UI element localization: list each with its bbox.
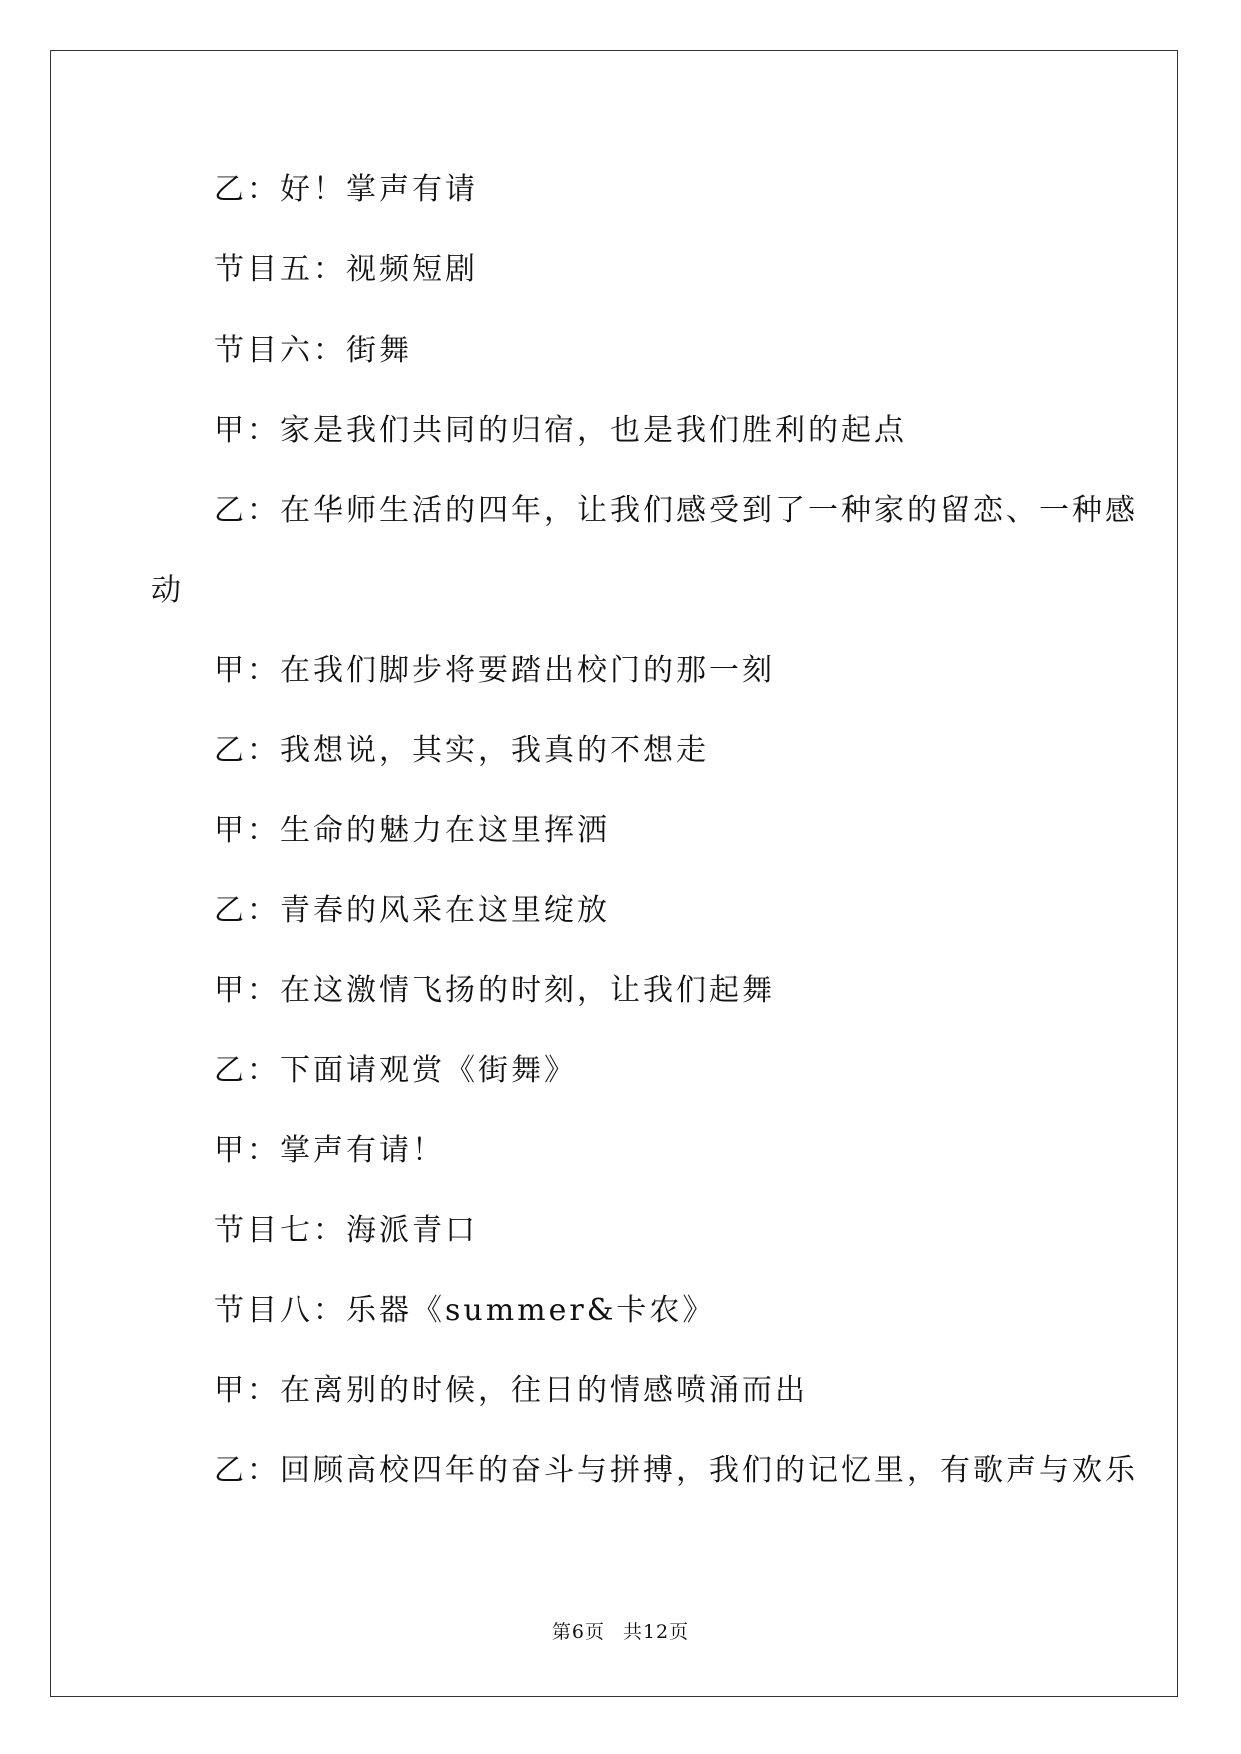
program-line: 节目七：海派青口 (214, 1213, 478, 1248)
dialogue-line: 甲：在这激情飞扬的时刻，让我们起舞 (214, 973, 775, 1008)
dialogue-line: 乙：青春的风采在这里绽放 (214, 893, 610, 928)
dialogue-line: 乙：回顾高校四年的奋斗与拼搏，我们的记忆里，有歌声与欢乐 (214, 1453, 1138, 1488)
dialogue-line: 乙：我想说，其实，我真的不想走 (214, 733, 709, 768)
dialogue-line: 甲：在离别的时候，往日的情感喷涌而出 (214, 1373, 808, 1408)
page-footer (0, 1620, 1241, 1644)
program-line: 节目六：街舞 (214, 333, 412, 368)
program-line: 节目五：视频短剧 (214, 252, 478, 287)
dialogue-line: 甲：掌声有请！ (214, 1133, 445, 1168)
page-number: 第6页 (551, 1621, 605, 1643)
page-border (50, 50, 1178, 1697)
dialogue-line: 甲：生命的魅力在这里挥洒 (214, 813, 610, 848)
dialogue-line: 乙：好！掌声有请 (214, 172, 478, 207)
dialogue-line: 乙：下面请观赏《街舞》 (214, 1053, 577, 1088)
dialogue-line: 甲：家是我们共同的归宿，也是我们胜利的起点 (214, 413, 907, 448)
dialogue-line-continuation: 动 (151, 573, 184, 608)
dialogue-line: 乙：在华师生活的四年，让我们感受到了一种家的留恋、一种感 (214, 493, 1138, 528)
page-total: 共12页 (622, 1621, 690, 1643)
program-line: 节目八：乐器《summer&卡农》 (214, 1293, 716, 1328)
dialogue-line: 甲：在我们脚步将要踏出校门的那一刻 (214, 653, 775, 688)
